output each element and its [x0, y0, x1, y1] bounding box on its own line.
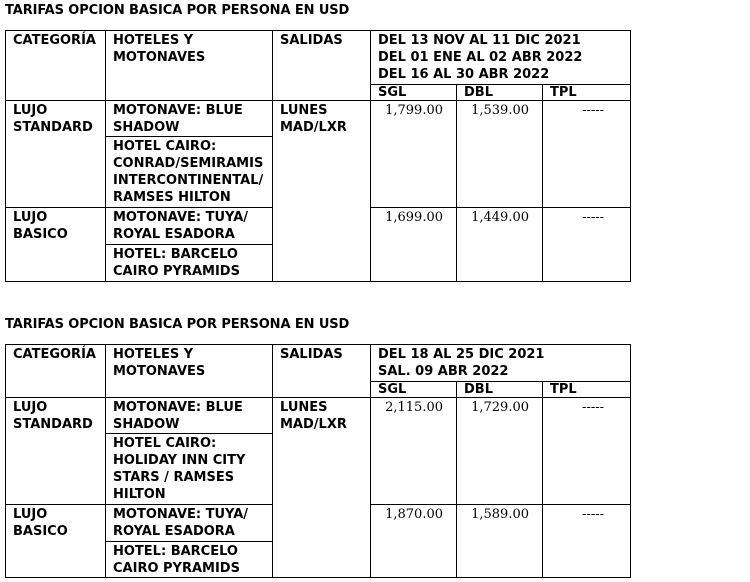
price-tpl: ----- [543, 208, 631, 282]
header-salidas: SALIDAS [273, 31, 371, 101]
price-sgl: 1,699.00 [371, 208, 457, 282]
header-categoria: CATEGORÍA [6, 345, 106, 398]
periodo-line: DEL 13 NOV AL 11 DIC 2021 [378, 33, 581, 48]
row-categoria: LUJO STANDARD [6, 398, 106, 505]
header-periodo [371, 345, 631, 382]
header-tpl: TPL [543, 382, 631, 398]
price-dbl: 1,539.00 [457, 101, 543, 208]
price-tpl: ----- [543, 505, 631, 578]
salidas-value: LUNES MAD/LXR [273, 101, 371, 282]
row-categoria: LUJO BASICO [6, 208, 106, 282]
header-periodo [371, 31, 631, 85]
row-hotel: HOTEL CAIRO: HOLIDAY INN CITY STARS / RAMSES HILTON [106, 434, 273, 505]
price-tpl: ----- [543, 101, 631, 208]
row-motonave: MOTONAVE: BLUE SHADOW [106, 398, 273, 434]
price-dbl: 1,449.00 [457, 208, 543, 282]
tarifas-table-2 [5, 344, 631, 578]
header-sgl: SGL [371, 85, 457, 101]
header-sgl: SGL [371, 382, 457, 398]
price-sgl: 1,799.00 [371, 101, 457, 208]
header-categoria: CATEGORÍA [6, 31, 106, 101]
price-dbl: 1,589.00 [457, 505, 543, 578]
header-dbl: DBL [457, 85, 543, 101]
price-tpl: ----- [543, 398, 631, 505]
row-motonave: MOTONAVE: TUYA/ ROYAL ESADORA [106, 208, 273, 245]
price-sgl: 1,870.00 [371, 505, 457, 578]
tarifas-title-2: TARIFAS OPCION BASICA POR PERSONA EN USD [5, 317, 350, 332]
header-salidas: SALIDAS [273, 345, 371, 398]
row-categoria: LUJO STANDARD [6, 101, 106, 208]
header-tpl: TPL [543, 85, 631, 101]
salidas-value: LUNES MAD/LXR [273, 398, 371, 578]
periodo-line: DEL 18 AL 25 DIC 2021 [378, 347, 545, 362]
row-hotel: HOTEL: BARCELO CAIRO PYRAMIDS [106, 245, 273, 282]
tarifas-title-1: TARIFAS OPCION BASICA POR PERSONA EN USD [5, 3, 350, 18]
periodo-line: SAL. 09 ABR 2022 [378, 364, 509, 379]
price-dbl: 1,729.00 [457, 398, 543, 505]
price-sgl: 2,115.00 [371, 398, 457, 505]
periodo-line: DEL 16 AL 30 ABR 2022 [378, 67, 550, 82]
row-categoria: LUJO BASICO [6, 505, 106, 578]
row-motonave: MOTONAVE: BLUE SHADOW [106, 101, 273, 137]
row-motonave: MOTONAVE: TUYA/ ROYAL ESADORA [106, 505, 273, 542]
header-hoteles: HOTELES Y MOTONAVES [106, 31, 273, 101]
header-hoteles: HOTELES Y MOTONAVES [106, 345, 273, 398]
row-hotel: HOTEL: BARCELO CAIRO PYRAMIDS [106, 542, 273, 578]
periodo-line: DEL 01 ENE AL 02 ABR 2022 [378, 50, 583, 65]
row-hotel: HOTEL CAIRO: CONRAD/SEMIRAMIS INTERCONTINENTAL/ RAMSES HILTON [106, 137, 273, 208]
tarifas-table-1 [5, 30, 631, 282]
header-dbl: DBL [457, 382, 543, 398]
